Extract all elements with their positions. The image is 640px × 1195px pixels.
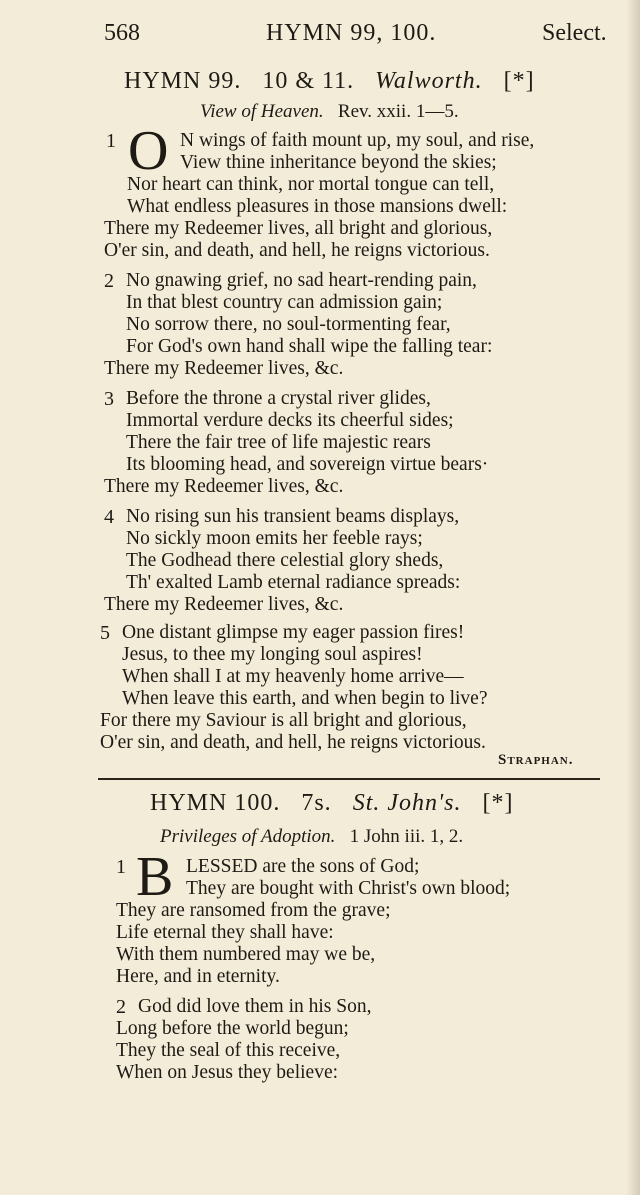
stanza-number: 1 bbox=[106, 130, 116, 152]
verse-line: LESSED are the sons of God; bbox=[186, 856, 420, 877]
stanza-number: 5 bbox=[100, 622, 110, 644]
hymn-99-subtitle: View of Heaven. bbox=[200, 101, 324, 122]
verse-line: With them numbered may we be, bbox=[116, 944, 376, 965]
running-title: HYMN 99, 100. bbox=[266, 20, 437, 46]
chorus-line: There my Redeemer lives, &c. bbox=[104, 358, 344, 379]
drop-cap: B bbox=[136, 846, 174, 908]
stanza-number: 2 bbox=[104, 270, 114, 292]
verse-line: They the seal of this receive, bbox=[116, 1040, 341, 1061]
verse-line: Immortal verdure decks its cheerful sides; bbox=[126, 410, 454, 431]
drop-cap: O bbox=[128, 120, 169, 182]
chorus-line: There my Redeemer lives, &c. bbox=[104, 476, 344, 497]
hymn-99-heading bbox=[124, 68, 535, 95]
hymn-99-tune: Walworth. bbox=[375, 68, 483, 94]
hymn-100-subtitle-line bbox=[160, 826, 463, 848]
verse-line: Before the throne a crystal river glides, bbox=[126, 388, 431, 409]
verse-line: Here, and in eternity. bbox=[116, 966, 280, 987]
verse-line: In that blest country can admission gain; bbox=[126, 292, 443, 313]
section-divider bbox=[98, 778, 600, 780]
page-number: 568 bbox=[104, 20, 140, 46]
stanza-number: 4 bbox=[104, 506, 114, 528]
verse-line: Jesus, to thee my longing soul aspires! bbox=[122, 644, 423, 665]
verse-line: They are bought with Christ's own blood; bbox=[186, 878, 511, 899]
hymn-99-subtitle-line bbox=[200, 101, 459, 123]
hymn-99-author: Straphan. bbox=[498, 752, 574, 768]
verse-line: The Godhead there celestial glory sheds, bbox=[126, 550, 444, 571]
verse-line: They are ransomed from the grave; bbox=[116, 900, 391, 921]
verse-line: Th' exalted Lamb eternal radiance spreads: bbox=[126, 572, 461, 593]
hymn-100-heading bbox=[150, 790, 513, 817]
verse-line: No sorrow there, no soul-tormenting fear, bbox=[126, 314, 451, 335]
hymn-100-tune: St. John's. bbox=[352, 790, 462, 816]
stanza-number: 1 bbox=[116, 856, 126, 878]
chorus-line: O'er sin, and death, and hell, he reigns victorious. bbox=[100, 732, 486, 753]
section-label: Select. bbox=[542, 20, 607, 46]
stanza-number: 2 bbox=[116, 996, 126, 1018]
chorus-line: For there my Saviour is all bright and glorious, bbox=[100, 710, 467, 731]
hymn-99-meter: 10 & 11. bbox=[262, 68, 355, 94]
chorus-line: O'er sin, and death, and hell, he reigns victorious. bbox=[104, 240, 490, 261]
verse-line: Its blooming head, and sovereign virtue bears· bbox=[126, 454, 489, 475]
hymn-100-mark: [*] bbox=[482, 790, 514, 816]
verse-line: Nor heart can think, nor mortal tongue can tell, bbox=[127, 174, 495, 195]
verse-line: God did love them in his Son, bbox=[138, 996, 372, 1017]
hymn-100-meter: 7s. bbox=[301, 790, 332, 816]
verse-line: Life eternal they shall have: bbox=[116, 922, 334, 943]
hymn-99-scripture: Rev. xxii. 1—5. bbox=[337, 101, 459, 122]
hymn-99-title: HYMN 99. bbox=[124, 68, 242, 94]
verse-line: No rising sun his transient beams displays, bbox=[126, 506, 460, 527]
hymn-100-subtitle: Privileges of Adoption. bbox=[160, 826, 336, 847]
hymn-100-scripture: 1 John iii. 1, 2. bbox=[349, 826, 464, 847]
verse-line: No sickly moon emits her feeble rays; bbox=[126, 528, 423, 549]
chorus-line: There my Redeemer lives, all bright and glorious, bbox=[104, 218, 493, 239]
hymn-99-mark: [*] bbox=[503, 68, 535, 94]
verse-line: For God's own hand shall wipe the falling tear: bbox=[126, 336, 493, 357]
stanza-number: 3 bbox=[104, 388, 114, 410]
page-edge-shadow bbox=[626, 0, 640, 1195]
verse-line: When shall I at my heavenly home arrive— bbox=[122, 666, 464, 687]
verse-line: When leave this earth, and when begin to live? bbox=[122, 688, 488, 709]
hymn-100-title: HYMN 100. bbox=[150, 790, 281, 816]
verse-line: No gnawing grief, no sad heart-rending pain, bbox=[126, 270, 477, 291]
verse-line: There the fair tree of life majestic rears bbox=[126, 432, 431, 453]
chorus-line: There my Redeemer lives, &c. bbox=[104, 594, 344, 615]
verse-line: N wings of faith mount up, my soul, and rise, bbox=[180, 130, 535, 151]
verse-line: One distant glimpse my eager passion fires! bbox=[122, 622, 465, 643]
verse-line: When on Jesus they believe: bbox=[116, 1062, 339, 1083]
verse-line: View thine inheritance beyond the skies; bbox=[180, 152, 497, 173]
verse-line: What endless pleasures in those mansions dwell: bbox=[127, 196, 508, 217]
verse-line: Long before the world begun; bbox=[116, 1018, 349, 1039]
